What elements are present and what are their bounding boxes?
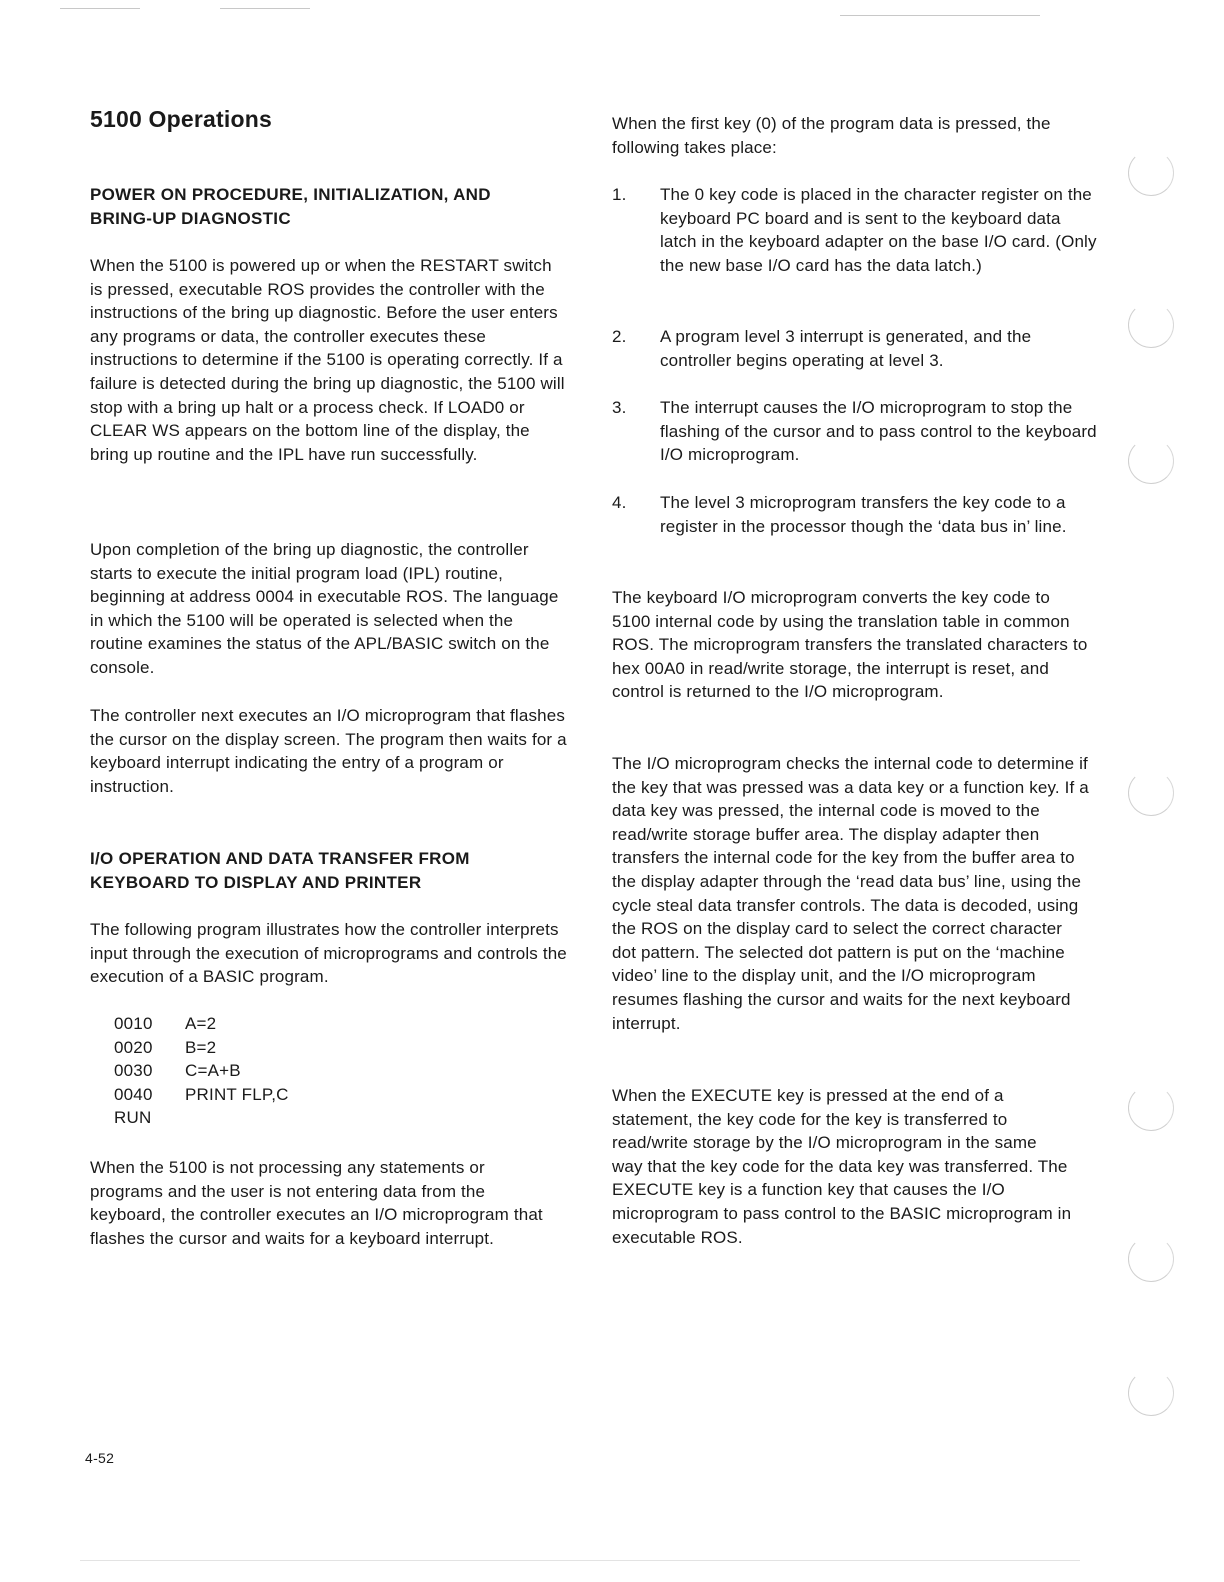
program-line	[114, 1012, 289, 1036]
program-line	[114, 1036, 289, 1060]
page-title: 5100 Operations	[90, 106, 272, 132]
section-heading-io-operation	[90, 847, 470, 894]
step-item	[612, 396, 1102, 467]
line-number: 0030	[114, 1061, 153, 1081]
statement: B=2	[185, 1037, 217, 1057]
punch-hole-mark	[1128, 438, 1174, 484]
heading-line: POWER ON PROCEDURE, INITIALIZATION, AND	[90, 185, 491, 204]
program-line	[114, 1059, 289, 1083]
scan-artifact	[220, 8, 310, 9]
punch-hole-mark	[1128, 1370, 1174, 1416]
paragraph-program-intro: The following program illustrates how the controller interprets input through the execution of microprograms and controls the execution of a BASIC program.	[90, 920, 567, 987]
punch-hole-mark	[1128, 302, 1174, 348]
punch-hole-mark	[1128, 1085, 1174, 1131]
step-text: A program level 3 interrupt is generated, and the controller begins operating at level 3.	[660, 327, 1032, 370]
section-heading-power-on	[90, 183, 491, 230]
paragraph-ipl: Upon completion of the bring up diagnostic, the controller starts to execute the initial program load (IPL) routine, beginning at address 0004 in executable ROS. The language in which the 5100 will be operated is selected when the routine examines the status of the APL/BASIC switch on the console.	[90, 540, 559, 677]
paragraph-first-key: When the first key (0) of the program data is pressed, the following takes place:	[612, 114, 1051, 157]
heading-line: I/O OPERATION AND DATA TRANSFER FROM	[90, 849, 470, 868]
statement: PRINT FLP,C	[185, 1084, 289, 1104]
statement: A=2	[185, 1014, 217, 1033]
scan-artifact	[60, 8, 140, 9]
scan-artifact	[840, 15, 1040, 16]
line-number: 0020	[114, 1037, 153, 1057]
paragraph-translation: The keyboard I/O microprogram converts the key code to 5100 internal code by using the translation table in common ROS. The microprogram transfers the translated characters to hex 00A0 in read/write storage, the interrupt is reset, and control is returned to the I/O microprogram.	[612, 588, 1088, 702]
step-number: 2.	[612, 327, 627, 346]
statement: C=A+B	[185, 1061, 241, 1081]
step-text: The level 3 microprogram transfers the key code to a register in the processor though the ‘data bus in’ line.	[660, 493, 1067, 536]
step-item	[612, 183, 1102, 277]
paragraph-display-transfer: The I/O microprogram checks the internal code to determine if the key that was pressed was a data key or a function key. If a data key was pressed, the internal code is moved to the read/write storage buffer area. The display adapter then transfers the internal code for the key from the buffer area to the display adapter through the ‘read data bus’ line, using the cycle steal data transfer controls. The data is decoded, using the ROS on the display card to select the correct character dot pattern. The selected dot pattern is put on the ‘machine video’ line to the display unit, and the I/O microprogram resumes flashing the cursor and waits for the next keyboard interrupt.	[612, 754, 1089, 1033]
step-number: 3.	[612, 398, 627, 417]
program-line	[114, 1106, 289, 1130]
step-number: 4.	[612, 493, 627, 512]
line-number: 0040	[114, 1084, 153, 1104]
line-number: 0010	[114, 1014, 153, 1033]
heading-line: BRING-UP DIAGNOSTIC	[90, 208, 291, 228]
program-line	[114, 1083, 289, 1107]
line-number: RUN	[114, 1108, 152, 1128]
punch-hole-mark	[1128, 150, 1174, 196]
paragraph-idle-state: When the 5100 is not processing any statements or programs and the user is not entering data from the keyboard, the controller executes an I/O microprogram that flashes the cursor and waits for a keyboard interrupt.	[90, 1158, 543, 1248]
paragraph-execute-key: When the EXECUTE key is pressed at the end of a statement, the key code for the key is transferred to read/write storage by the I/O microprogram in the same way that the key code for the data key was transferred. The EXECUTE key is a function key that causes the I/O microprogram to pass control to the BASIC microprogram in executable ROS.	[612, 1086, 1072, 1247]
step-text: The 0 key code is placed in the character register on the keyboard PC board and is sent to the keyboard data latch in the keyboard adapter on the base I/O card. (Only the new base I/O card has the data latch.)	[660, 185, 1097, 275]
step-item	[612, 325, 1102, 372]
page-number: 4-52	[85, 1450, 115, 1466]
step-number: 1.	[612, 185, 627, 204]
punch-hole-mark	[1128, 1236, 1174, 1282]
paragraph-bring-up: When the 5100 is powered up or when the RESTART switch is pressed, executable ROS provides the controller with the instructions of the bring up diagnostic. Before the user enters any programs or data, the controller executes these instructions to determine if the 5100 is operating correctly. If a failure is detected during the bring up diagnostic, the 5100 will stop with a bring up halt or a process check. If LOAD0 or CLEAR WS appears on the bottom line of the display, the bring up routine and the IPL have run successfully.	[90, 256, 565, 464]
paragraph-cursor: The controller next executes an I/O microprogram that flashes the cursor on the display screen. The program then waits for a keyboard interrupt indicating the entry of a program or instruction.	[90, 706, 567, 796]
step-text: The interrupt causes the I/O microprogram to stop the flashing of the cursor and to pass control to the keyboard I/O microprogram.	[660, 398, 1097, 465]
basic-program-listing	[114, 1012, 289, 1130]
heading-line: KEYBOARD TO DISPLAY AND PRINTER	[90, 872, 422, 892]
scan-artifact	[80, 1560, 1080, 1561]
step-item	[612, 491, 1102, 538]
punch-hole-mark	[1128, 770, 1174, 816]
